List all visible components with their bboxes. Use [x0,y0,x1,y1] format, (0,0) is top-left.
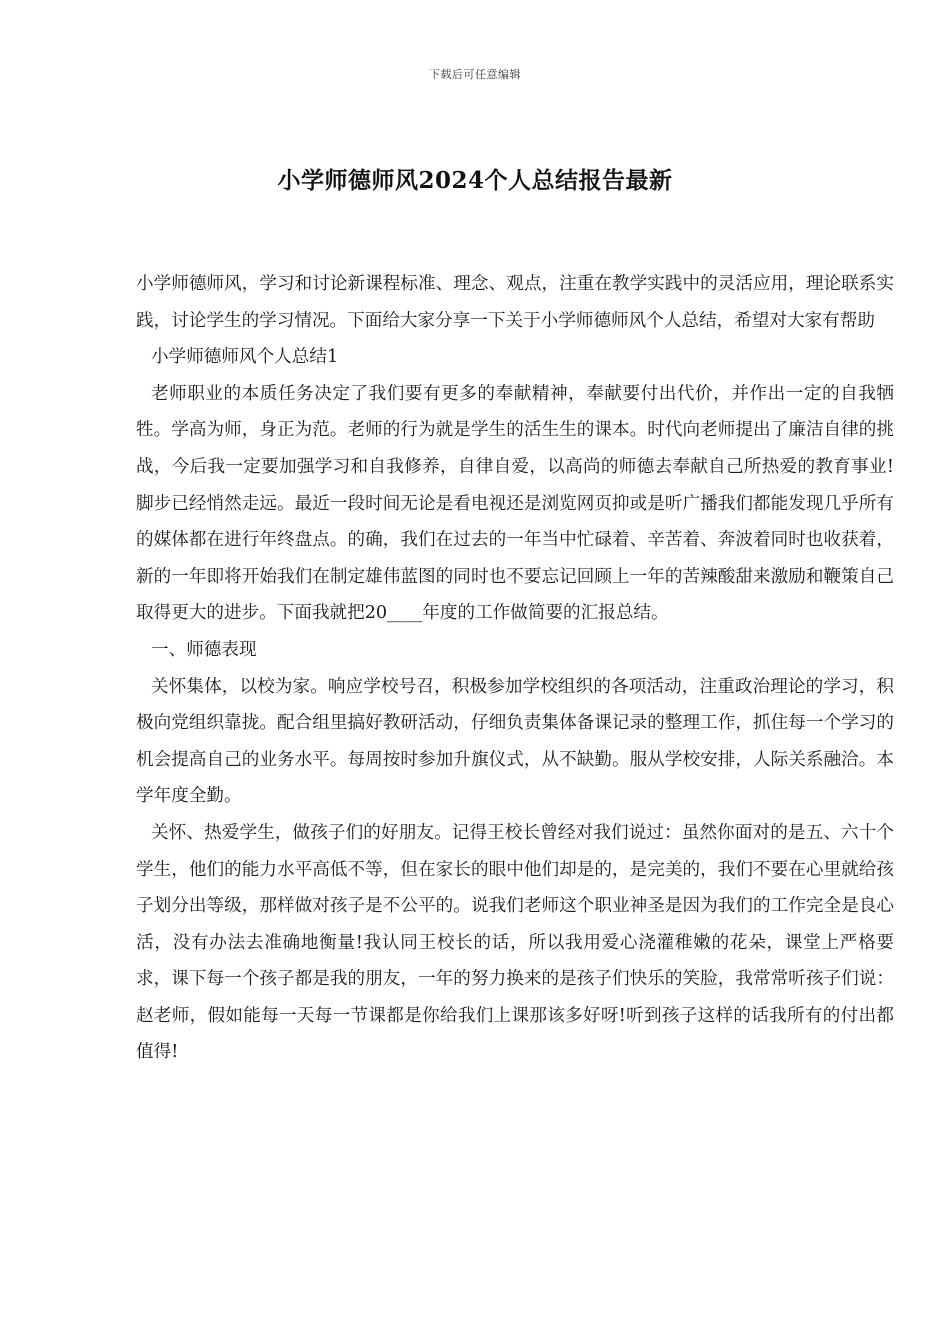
section-heading-summary-1: 小学师德师风个人总结1 [151,347,339,368]
body-paragraph: 关怀、热爱学生，做孩子们的好朋友。记得王校长曾经对我们说过：虽然你面对的是五、六十个学生，他们的能力水平高低不等，但在家长的眼中他们却是的，是完美的，我们不要在心里就给孩子划分出等级，那样做对孩子是不公平的。说我们老师这个职业神圣是因为我们的工作完全是良心活，没有办法去准确地衡量!我认同王校长的话，所以我用爱心浇灌稚嫩的花朵，课堂上严格要求，课下每一个孩子都是我的朋友，一年的努力换来的是孩子们快乐的笑脸，我常常听孩子们说：赵老师，假如能每一天每一节课都是你给我们上课那该多好呀!听到孩子这样的话我所有的付出都值得! [136,822,894,1063]
section-heading-ethics: 一、师德表现 [151,639,257,660]
document-body [136,266,894,1071]
header-note: 下载后可任意编辑 [429,68,521,81]
body-paragraph: 老师职业的本质任务决定了我们要有更多的奉献精神，奉献要付出代价，并作出一定的自我牺牲。学高为师，身正为范。老师的行为就是学生的活生生的课本。时代向老师提出了廉洁自律的挑战，今后我一定要加强学习和自我修养，自律自爱，以高尚的师德去奉献自己所热爱的教育事业!脚步已经悄然走远。最近一段时间无论是看电视还是浏览网页抑或是听广播我们都能发现几乎所有的媒体都在进行年终盘点。的确，我们在过去的一年当中忙碌着、辛苦着、奔波着同时也收获着，新的一年即将开始我们在制定雄伟蓝图的同时也不要忘记回顾上一年的苦辣酸甜来激励和鞭策自己取得更大的进步。下面我就把20____年度的工作做简要的汇报总结。 [136,383,894,624]
body-paragraph: 关怀集体，以校为家。响应学校号召，积极参加学校组织的各项活动，注重政治理论的学习，积极向党组织靠拢。配合组里搞好教研活动，仔细负责集体备课记录的整理工作，抓住每一个学习的机会提高自己的业务水平。每周按时参加升旗仪式，从不缺勤。服从学校安排，人际关系融洽。本学年度全勤。 [136,676,894,807]
document-title: 小学师德师风2024个人总结报告最新 [277,167,673,194]
intro-paragraph: 小学师德师风，学习和讨论新课程标准、理念、观点，注重在教学实践中的灵活应用，理论联系实践，讨论学生的学习情况。下面给大家分享一下关于小学师德师风个人总结，希望对大家有帮助 [136,274,894,331]
